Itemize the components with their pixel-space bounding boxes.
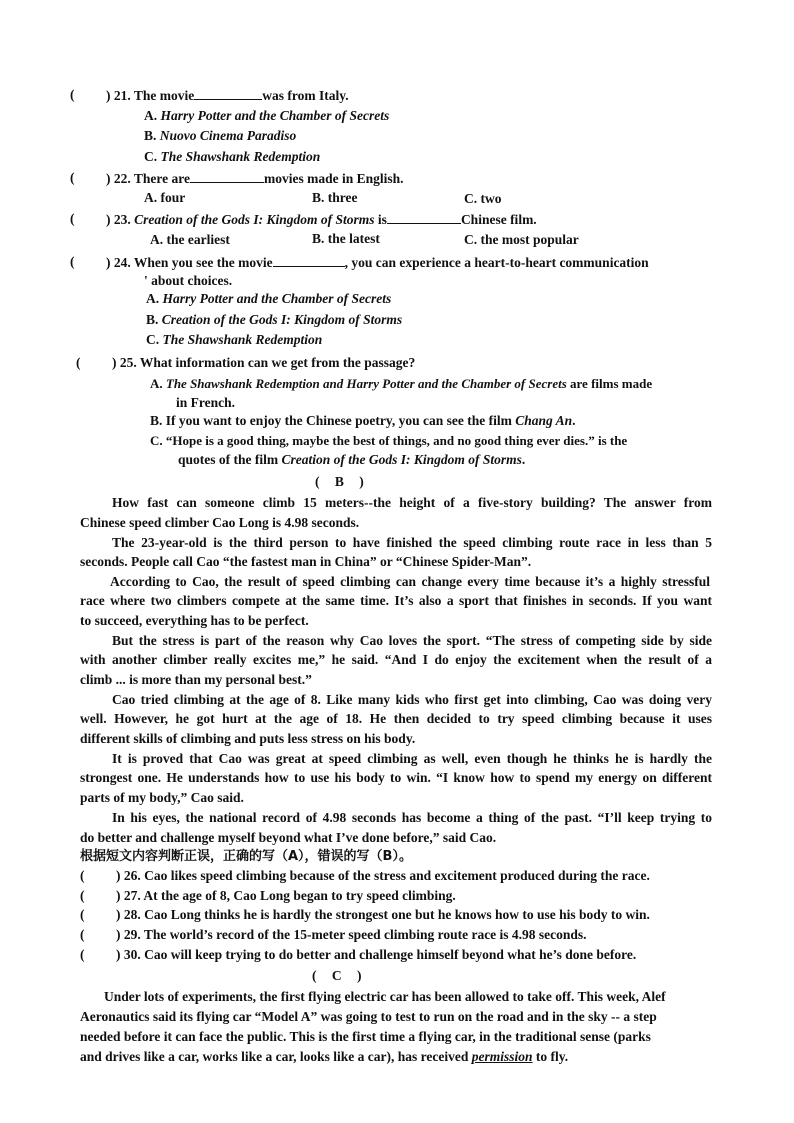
true-false-question: ) 30. Cao will keep trying to do better and challenge himself beyond what he’s done before. bbox=[116, 947, 637, 962]
answer-paren: ( bbox=[70, 170, 75, 185]
passage-b-line: Cao tried climbing at the age of 8. Like many kids who first get into climbing, Cao was doing very bbox=[112, 692, 712, 707]
question-24 bbox=[106, 253, 649, 272]
answer-paren: ( bbox=[70, 254, 75, 269]
answer-paren: ( bbox=[80, 888, 85, 903]
option-24b bbox=[146, 311, 402, 329]
true-false-question: ) 26. Cao likes speed climbing because of the stress and excitement produced during the race. bbox=[116, 868, 650, 883]
passage-c-end: to fly. bbox=[532, 1049, 569, 1064]
passage-c-line bbox=[80, 1048, 568, 1066]
passage-b-line: How fast can someone climb 15 meters--the height of a five-story building? The answer from bbox=[112, 495, 712, 510]
true-false-question: ) 28. Cao Long thinks he is hardly the strongest one but he knows how to use his body to win. bbox=[116, 907, 650, 922]
passage-b-line: In his eyes, the national record of 4.98 seconds has become a thing of the past. “I’ll keep trying to bbox=[112, 810, 712, 825]
option-text: Harry Potter and the Chamber of Secrets bbox=[160, 108, 390, 123]
passage-b-line: well. However, he got hurt at the age of 18. He then decided to try speed climbing because it uses bbox=[80, 711, 712, 726]
answer-blank bbox=[273, 253, 345, 267]
answer-paren: ( bbox=[80, 947, 85, 962]
option-23c: C. the most popular bbox=[464, 232, 579, 247]
passage-b-line: strongest one. He understands how to use his body to win. “I know how to spend my energy on different bbox=[80, 770, 712, 785]
option-24a bbox=[146, 290, 391, 308]
passage-b-line: race where two climbers compete at the same time. It’s also a sport that finishes in seconds. If you want bbox=[80, 593, 712, 608]
question-22-stem: ) 22. There are bbox=[106, 171, 190, 186]
answer-paren: ( bbox=[70, 87, 75, 102]
option-text: Harry Potter and the Chamber of Secrets bbox=[162, 291, 392, 306]
option-letter: A. bbox=[146, 291, 163, 306]
option-text: B. If you want to enjoy the Chinese poetry, you can see the film bbox=[150, 413, 516, 428]
option-letter: B. bbox=[144, 128, 160, 143]
option-22c: C. two bbox=[464, 191, 502, 206]
question-23-tail: Chinese film. bbox=[460, 212, 537, 227]
option-21c bbox=[144, 148, 320, 166]
option-letter: A. bbox=[150, 376, 166, 391]
option-text: Creation of the Gods I: Kingdom of Storms bbox=[161, 312, 403, 327]
passage-b-line: The 23-year-old is the third person to have finished the speed climbing route race in less than 5 bbox=[112, 535, 712, 550]
option-23b: B. the latest bbox=[312, 231, 380, 246]
passage-b-line: seconds. People call Cao “the fastest man in China” or “Chinese Spider-Man”. bbox=[80, 554, 532, 569]
film-title: Creation of the Gods I: Kingdom of Storms bbox=[134, 212, 375, 227]
passage-b-line: Chinese speed climber Cao Long is 4.98 seconds. bbox=[80, 515, 360, 530]
passage-c-text: needed before it can face the public. This is the first time a flying car, in the traditional sense (parks bbox=[80, 1029, 651, 1044]
option-letter: C. bbox=[144, 149, 161, 164]
question-21-stem: ) 21. The movie bbox=[106, 88, 195, 103]
option-letter: A. bbox=[144, 108, 161, 123]
option-text: The Shawshank Redemption and Harry Potter and the Chamber of Secrets bbox=[165, 376, 567, 391]
question-22 bbox=[106, 169, 404, 188]
passage-b-line: do better and challenge myself beyond what I’ve done before,” said Cao. bbox=[80, 830, 497, 845]
passage-b-line: It is proved that Cao was great at speed climbing as well, even though he thinks he is hardly the bbox=[112, 751, 712, 766]
option-22b: B. three bbox=[312, 190, 358, 205]
passage-b-line: different skills of climbing and puts less stress on his body. bbox=[80, 731, 416, 746]
question-23-stem: ) 23. bbox=[106, 212, 135, 227]
option-21a bbox=[144, 107, 389, 125]
option-25a bbox=[150, 375, 652, 393]
question-23 bbox=[106, 210, 537, 229]
true-false-question: ) 29. The world’s record of the 15-meter speed climbing route race is 4.98 seconds. bbox=[116, 927, 587, 942]
answer-blank bbox=[387, 210, 461, 224]
question-22-tail: movies made in English. bbox=[264, 171, 404, 186]
answer-paren: ( bbox=[70, 211, 75, 226]
option-23a: A. the earliest bbox=[150, 232, 230, 247]
question-24-stem: ) 24. When you see the movie bbox=[106, 255, 273, 270]
answer-paren: ( bbox=[76, 355, 81, 370]
option-25c: C. “Hope is a good thing, maybe the best of things, and no good thing ever dies.” is the bbox=[150, 433, 628, 448]
answer-paren: ( bbox=[80, 868, 85, 883]
question-25: ) 25. What information can we get from the passage? bbox=[112, 355, 416, 370]
true-false-question: ) 27. At the age of 8, Cao Long began to try speed climbing. bbox=[116, 888, 456, 903]
instruction-text: 根据短文内容判断正误，正确的写（A），错误的写（B）。 bbox=[80, 849, 412, 864]
option-21b bbox=[144, 127, 296, 145]
passage-b-line: But the stress is part of the reason why Cao loves the sport. “The stress of competing side by side bbox=[112, 633, 712, 648]
option-text: The Shawshank Redemption bbox=[160, 149, 321, 164]
option-22a: A. four bbox=[144, 190, 186, 205]
option-text-tail: . bbox=[521, 452, 526, 467]
question-24-line2: ' about choices. bbox=[144, 273, 233, 288]
passage-c-line bbox=[80, 1008, 657, 1026]
film-title: Creation of the Gods I: Kingdom of Storms bbox=[281, 452, 522, 467]
option-text: quotes of the film bbox=[178, 452, 282, 467]
option-25b bbox=[150, 412, 576, 430]
option-letter: C. bbox=[146, 332, 163, 347]
answer-blank bbox=[194, 86, 262, 100]
option-25c-line2 bbox=[178, 451, 525, 469]
passage-b-line: with another climber really excites me,” he said. “And I do enjoy the excitement when the result of a bbox=[80, 652, 712, 667]
option-text: The Shawshank Redemption bbox=[162, 332, 323, 347]
answer-paren: ( bbox=[80, 907, 85, 922]
question-21 bbox=[106, 86, 349, 105]
option-letter: B. bbox=[146, 312, 162, 327]
passage-c-line bbox=[80, 1028, 651, 1046]
passage-c-text: Under lots of experiments, the first flying electric car has been allowed to take off. This week, Alef bbox=[104, 989, 666, 1004]
question-23-is: is bbox=[374, 212, 387, 227]
passage-b-line: According to Cao, the result of speed climbing can change every time because it’s a highly stressful bbox=[110, 574, 710, 589]
passage-b-line: to succeed, everything has to be perfect. bbox=[80, 613, 309, 628]
section-c-heading: ( C ) bbox=[312, 968, 368, 983]
question-21-tail: was from Italy. bbox=[262, 88, 349, 103]
answer-blank bbox=[190, 169, 264, 183]
option-text-tail: are films made bbox=[566, 376, 653, 391]
option-text-tail: . bbox=[572, 413, 576, 428]
passage-b-line: parts of my body,” Cao said. bbox=[80, 790, 244, 805]
option-text: Nuovo Cinema Paradiso bbox=[159, 128, 297, 143]
passage-c-text: Aeronautics said its flying car “Model A” was going to test to run on the road and in the sky -- a step bbox=[80, 1009, 657, 1024]
question-24-tail: , you can experience a heart-to-heart communication bbox=[344, 255, 649, 270]
option-24c bbox=[146, 331, 322, 349]
passage-b-line: climb ... is more than my personal best.” bbox=[80, 672, 312, 687]
section-b-heading: ( B ) bbox=[315, 474, 370, 489]
passage-c-line bbox=[104, 988, 666, 1006]
underlined-word: permission bbox=[471, 1049, 533, 1064]
film-title: Chang An bbox=[515, 413, 573, 428]
passage-c-text: and drives like a car, works like a car, looks like a car), has received bbox=[80, 1049, 472, 1064]
option-25a-line2: in French. bbox=[176, 395, 236, 410]
answer-paren: ( bbox=[80, 927, 85, 942]
